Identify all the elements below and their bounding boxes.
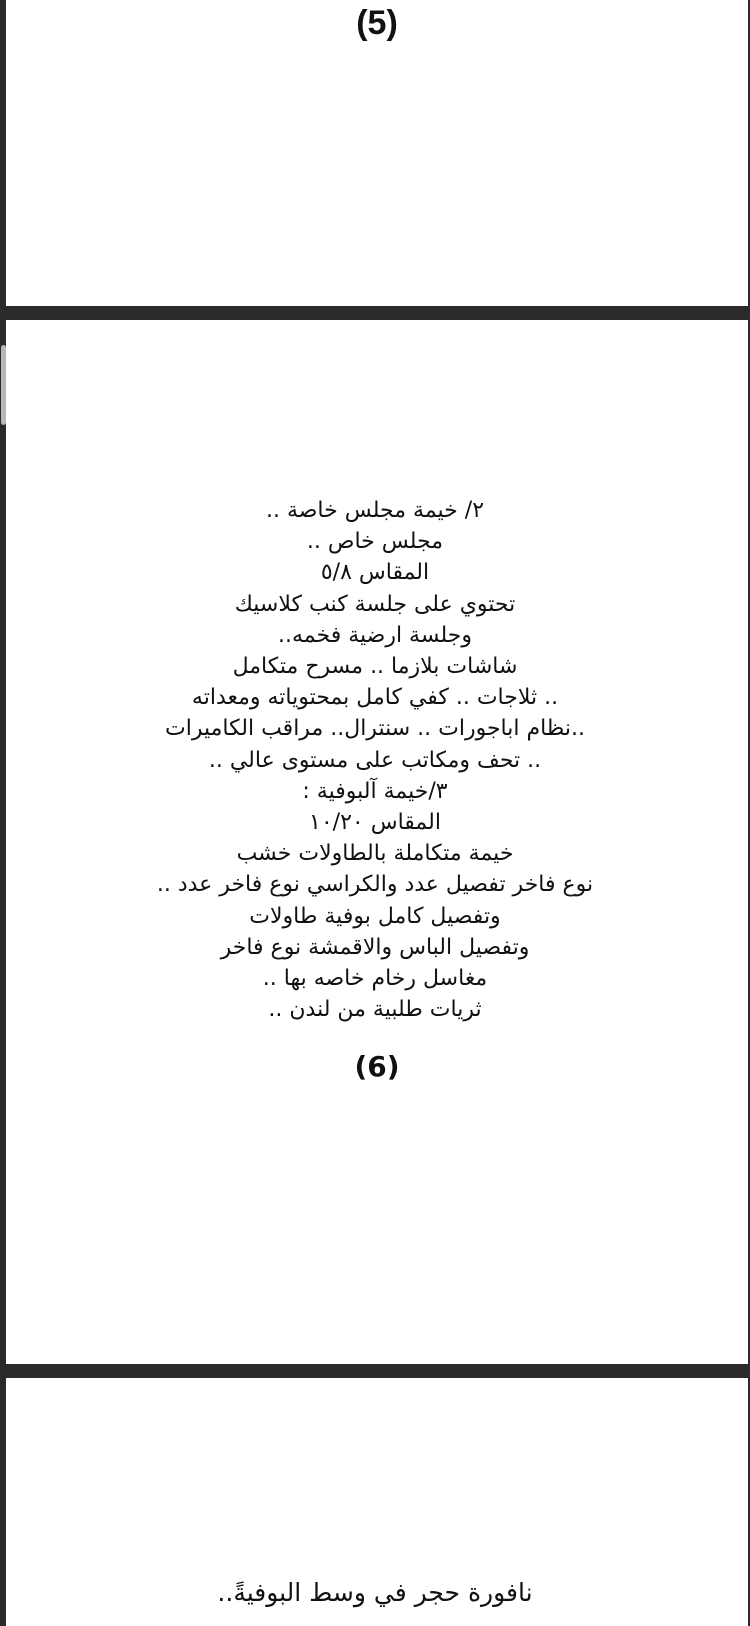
text-line: المقاس ٥/٨ (320, 560, 430, 586)
footer-text: نافورة حجر في وسط البوفيةً.. (217, 1578, 533, 1607)
text-line: المقاس ١٠/٢٠ (309, 810, 441, 836)
text-line: شاشات بلازما .. مسرح متكامل (232, 654, 518, 680)
text-line: ..نظام اباجورات .. سنترال.. مراقب الكاميرات (165, 716, 585, 742)
text-line: .. ثلاجات .. كفي كامل بمحتوياته ومعداته (191, 685, 559, 711)
text-line: ٢/ خيمة مجلس خاصة .. (265, 498, 485, 523)
text-line: وجلسة ارضية فخمه.. (278, 622, 472, 648)
page-number: (5) (356, 4, 398, 42)
text-line: نوع فاخر تفصيل عدد والكراسي نوع فاخر عدد .. (156, 872, 594, 898)
text-line: ٣/خيمة آلبوفية : (302, 778, 448, 804)
text-line: وتفصيل كامل بوفية طاولات (249, 903, 501, 929)
document-page-5 (6, 0, 748, 306)
text-line: خيمة متكاملة بالطاولات خشب (236, 841, 514, 867)
page-number: (6) (354, 1050, 400, 1083)
text-line: ثريات طلبية من لندن .. (268, 997, 482, 1023)
text-line: مغاسل رخام خاصه بها .. (262, 966, 488, 992)
text-line: .. تحف ومكاتب على مستوى عالي .. (208, 747, 542, 773)
text-line: تحتوي على جلسة كنب كلاسيك (234, 591, 516, 617)
tent-description-text (0, 495, 750, 1025)
text-line: وتفصيل الباس والاقمشة نوع فاخر (220, 934, 530, 960)
text-line: مجلس خاص .. (306, 529, 444, 555)
